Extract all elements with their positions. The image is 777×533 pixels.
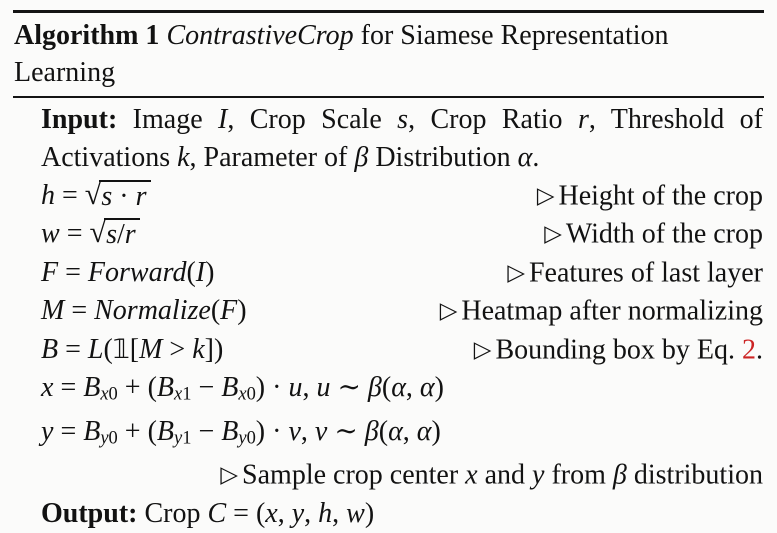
text-segment: Width of the crop — [565, 218, 763, 250]
text-segment: = — [53, 371, 84, 403]
text-segment: · — [112, 181, 136, 212]
text-segment: , — [300, 415, 315, 447]
text-segment: L — [87, 333, 104, 365]
radical-sign: √ — [89, 215, 107, 250]
text-segment: ( — [103, 333, 113, 365]
text-segment: ∼ — [327, 415, 365, 447]
text-segment: u — [288, 371, 303, 403]
text-segment: M — [41, 295, 65, 327]
text-segment: ( — [186, 256, 196, 288]
text-segment: 0 — [246, 383, 256, 404]
step-forward — [14, 254, 763, 292]
radical-sign: √ — [84, 177, 102, 211]
text-segment: Learning — [14, 57, 116, 88]
text-segment: 0 — [246, 427, 256, 448]
text-segment: for Siamese Representation — [353, 20, 669, 51]
text-segment: B — [156, 371, 175, 403]
text-segment: − — [191, 415, 222, 447]
text-segment: Features of last layer — [528, 257, 763, 289]
text-segment: I — [195, 256, 206, 288]
text-segment: h — [41, 180, 55, 211]
text-segment: r — [577, 104, 589, 135]
text-segment: α — [388, 415, 403, 447]
radicand — [104, 218, 140, 249]
method-name: ContrastiveCrop — [166, 20, 354, 51]
text-segment: β — [367, 371, 382, 403]
text-segment: = — [55, 180, 85, 211]
text-segment: s — [397, 104, 409, 135]
text-segment: ) — [434, 371, 444, 403]
text-segment: v — [288, 415, 301, 447]
text-segment: s — [106, 219, 117, 251]
text-segment: C — [207, 497, 227, 529]
step-sample-x — [14, 369, 763, 413]
text-segment: v — [314, 415, 328, 447]
text-segment: y — [174, 427, 183, 448]
step-width — [14, 215, 763, 253]
text-segment: k — [192, 333, 205, 365]
text-segment: s — [101, 181, 113, 212]
output-keyword: Output: — [41, 497, 138, 529]
text-segment: B — [221, 371, 239, 403]
text-segment: , — [302, 371, 317, 403]
text-segment: x — [265, 497, 278, 529]
text-segment: B — [83, 371, 101, 403]
text-segment: , — [405, 371, 420, 403]
step-sample-y — [14, 413, 763, 457]
comment-triangle-icon: ▷ — [439, 298, 458, 325]
input-declaration — [14, 101, 763, 177]
text-segment: ) — [431, 415, 441, 447]
comment-triangle-icon: ▷ — [473, 336, 492, 363]
comment-triangle-icon: ▷ — [220, 462, 239, 489]
line-comment — [529, 177, 763, 215]
text-segment: [ — [129, 333, 140, 365]
line-comment — [536, 215, 763, 253]
code-expression — [41, 331, 223, 369]
text-segment: ) · — [255, 415, 289, 447]
text-segment: k — [177, 142, 190, 173]
text-segment: = — [64, 295, 95, 327]
step-bounding-box — [14, 331, 763, 369]
text-segment: ( — [381, 371, 392, 403]
text-segment: , Crop Scale — [227, 104, 398, 135]
text-segment: 0 — [108, 383, 118, 404]
eq-2-link[interactable]: 2 — [742, 333, 756, 365]
text-segment: α — [416, 415, 432, 447]
input-keyword: Input: — [41, 104, 118, 135]
text-segment: + ( — [117, 415, 157, 447]
text-segment: Sample crop center — [242, 459, 466, 491]
text-segment: 1 — [182, 427, 192, 448]
text-segment: − — [191, 371, 222, 403]
text-segment: = ( — [226, 497, 266, 529]
text-segment: β — [364, 415, 379, 447]
code-expression — [41, 369, 444, 413]
code-expression — [41, 495, 374, 533]
text-segment: + ( — [117, 371, 157, 403]
text-segment: and — [477, 459, 533, 491]
text-segment: F — [41, 256, 59, 288]
text-segment: , — [332, 497, 347, 529]
text-segment: y — [100, 427, 109, 448]
text-segment: ( — [378, 415, 389, 447]
text-segment: h — [318, 497, 333, 529]
text-segment: / — [116, 219, 125, 251]
code-expression — [41, 177, 151, 215]
text-segment: ) · — [255, 371, 289, 403]
text-segment: Heatmap after normalizing — [461, 295, 763, 327]
indicator-function: 𝟙 — [112, 333, 130, 365]
text-segment: > — [162, 333, 193, 365]
text-segment: Normalize — [94, 295, 211, 327]
text-segment: , Crop Ratio — [408, 104, 578, 135]
output-declaration — [14, 495, 763, 533]
line-comment — [212, 456, 763, 494]
step-height — [14, 177, 763, 215]
text-segment: B — [83, 415, 101, 447]
text-segment: x — [465, 459, 478, 491]
text-segment: ) — [205, 256, 215, 288]
text-segment: y — [532, 459, 545, 491]
text-segment: F — [220, 295, 238, 327]
text-segment: B — [221, 415, 239, 447]
algorithm-title — [0, 13, 777, 96]
text-segment: ]) — [204, 333, 224, 365]
text-segment: w — [41, 218, 60, 250]
code-expression — [41, 254, 214, 292]
text-segment: α — [419, 371, 435, 403]
text-segment: x — [238, 383, 247, 404]
text-segment: y — [238, 427, 247, 448]
text-segment: ( — [210, 295, 221, 327]
comment-triangle-icon: ▷ — [544, 221, 562, 248]
line-comment — [466, 331, 763, 369]
text-segment: w — [346, 497, 365, 529]
text-segment: β — [612, 459, 627, 491]
text-segment: Height of the crop — [558, 180, 763, 212]
text-segment: = — [53, 415, 84, 447]
line-comment — [499, 254, 763, 292]
text-segment: Distribution — [368, 142, 518, 173]
step-normalize — [14, 292, 763, 330]
text-segment: B — [156, 415, 175, 447]
algorithm-body — [0, 98, 777, 533]
text-segment: 1 — [182, 383, 192, 404]
text-segment: β — [354, 142, 369, 173]
radicand — [99, 180, 150, 211]
text-segment: M — [139, 333, 163, 365]
text-segment: , — [304, 497, 319, 529]
text-segment: B — [41, 333, 59, 365]
text-segment: from — [544, 459, 613, 491]
algorithm-number: Algorithm 1 — [14, 20, 167, 51]
text-segment: I — [218, 104, 228, 135]
comment-triangle-icon: ▷ — [507, 259, 525, 286]
code-expression — [41, 215, 140, 253]
text-segment: = — [58, 333, 88, 365]
text-segment: Bounding box by Eq. — [495, 333, 742, 365]
text-segment: Forward — [87, 256, 187, 288]
text-segment: ) — [237, 295, 247, 327]
text-segment: = — [58, 256, 88, 288]
sqrt-expression — [84, 177, 151, 212]
text-segment: y — [291, 497, 305, 529]
text-segment: , Threshold of Activations — [41, 104, 763, 173]
text-segment: r — [124, 219, 136, 251]
text-segment: , — [277, 497, 292, 529]
text-segment: , Parameter of — [189, 142, 355, 173]
text-segment: , — [402, 415, 417, 447]
code-expression — [41, 413, 441, 457]
text-segment: u — [316, 371, 331, 403]
comment-triangle-icon: ▷ — [536, 183, 555, 209]
text-segment: ) — [364, 497, 375, 529]
text-segment: ∼ — [330, 371, 368, 403]
text-segment: . — [756, 333, 763, 365]
line-comment — [432, 292, 763, 330]
text-segment: distribution — [626, 459, 763, 491]
text-segment: Image — [117, 104, 219, 135]
text-segment: = — [59, 218, 90, 250]
text-segment: x — [100, 383, 109, 404]
text-segment: α — [517, 142, 533, 173]
text-segment: r — [135, 181, 147, 212]
text-segment: x — [41, 371, 54, 403]
text-segment: y — [41, 415, 54, 447]
comment-sample-center — [14, 456, 763, 494]
text-segment: . — [532, 142, 540, 173]
text-segment: Crop — [137, 497, 208, 529]
text-segment: 0 — [108, 427, 118, 448]
code-expression — [41, 292, 247, 330]
sqrt-expression — [89, 215, 139, 251]
text-segment: x — [174, 383, 183, 404]
text-segment: α — [391, 371, 406, 403]
